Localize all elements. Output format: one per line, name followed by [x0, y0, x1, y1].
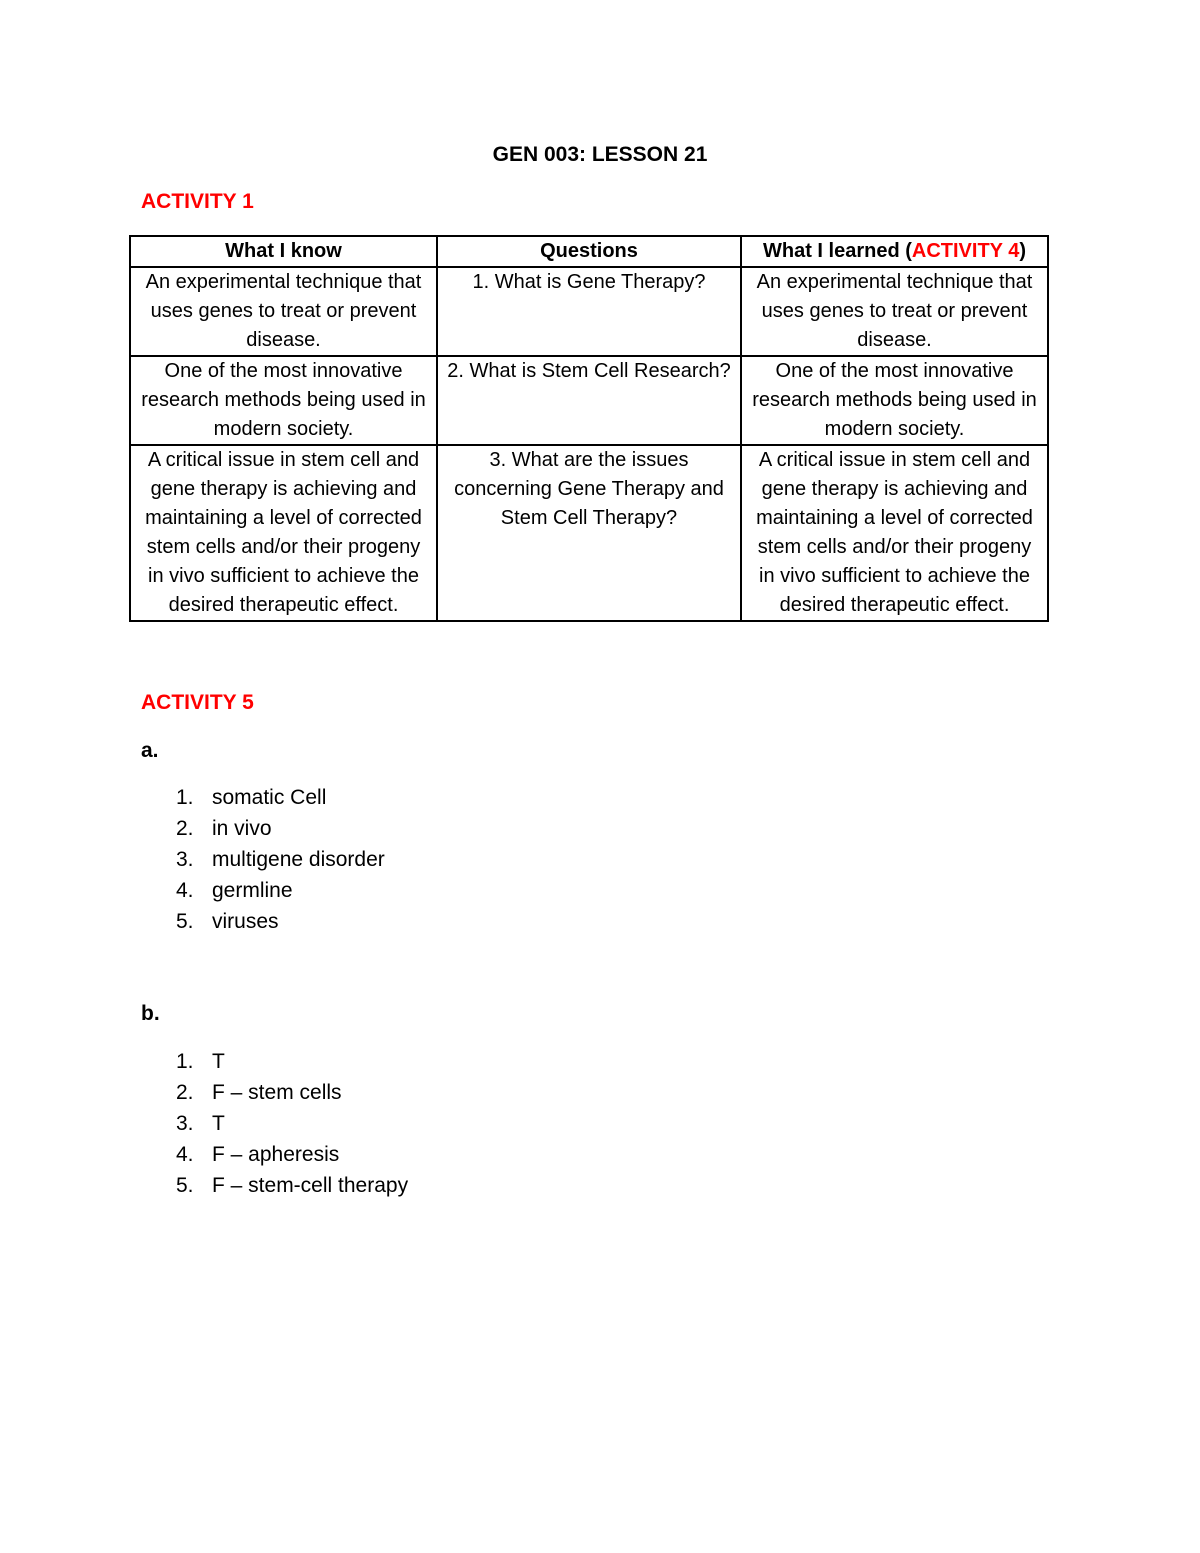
table-row [130, 356, 1048, 445]
cell-learned: An experimental technique that uses genes to treat or prevent disease. [741, 267, 1048, 356]
table-row [130, 267, 1048, 356]
list-item-number: 4. [176, 879, 194, 902]
list-item [176, 875, 385, 906]
list-item-number: 5. [176, 1174, 194, 1197]
list-item-text: F – stem cells [212, 1081, 342, 1104]
list-item [176, 813, 385, 844]
activity-1-heading: ACTIVITY 1 [141, 190, 254, 213]
cell-question: 2. What is Stem Cell Research? [437, 356, 741, 445]
list-item [176, 1170, 408, 1201]
cell-question: 3. What are the issues concerning Gene Therapy and Stem Cell Therapy? [437, 445, 741, 621]
table-header-row [130, 236, 1048, 267]
list-item [176, 1108, 408, 1139]
list-item-text: germline [212, 879, 293, 902]
list-item [176, 1139, 408, 1170]
cell-learned: A critical issue in stem cell and gene therapy is achieving and maintaining a level of corrected stem cells and/or their progeny in vivo sufficient to achieve the desired therapeutic effect. [741, 445, 1048, 621]
list-item-number: 3. [176, 1112, 194, 1135]
list-item [176, 782, 385, 813]
list-item-text: F – apheresis [212, 1143, 340, 1166]
list-item-text: F – stem-cell therapy [212, 1174, 409, 1197]
header-what-i-know: What I know [130, 236, 437, 267]
list-item-number: 3. [176, 848, 194, 871]
header-questions: Questions [437, 236, 741, 267]
list-item [176, 906, 385, 937]
list-item [176, 1077, 408, 1108]
header-what-i-learned [741, 236, 1048, 267]
list-item [176, 1046, 408, 1077]
header-learned-highlight: ACTIVITY 4 [911, 240, 1020, 262]
list-item-text: T [212, 1050, 225, 1073]
list-item-text: in vivo [212, 817, 272, 840]
activity-5-heading: ACTIVITY 5 [141, 691, 254, 714]
list-item-text: viruses [212, 910, 279, 933]
list-item-text: somatic Cell [212, 786, 327, 809]
list-item-text: T [212, 1112, 225, 1135]
cell-know: An experimental technique that uses genes to treat or prevent disease. [130, 267, 437, 356]
list-item-number: 1. [176, 1050, 194, 1073]
list-item-number: 1. [176, 786, 194, 809]
table-row [130, 445, 1048, 621]
list-item-number: 2. [176, 1081, 194, 1104]
list-item [176, 844, 385, 875]
document-title: GEN 003: LESSON 21 [492, 143, 708, 166]
part-a-label: a. [141, 739, 159, 762]
list-item-text: multigene disorder [212, 848, 385, 871]
list-item-number: 5. [176, 910, 194, 933]
cell-know: One of the most innovative research methods being used in modern society. [130, 356, 437, 445]
part-a-list [176, 782, 385, 937]
kwl-table [129, 235, 1049, 622]
cell-question: 1. What is Gene Therapy? [437, 267, 741, 356]
cell-know: A critical issue in stem cell and gene therapy is achieving and maintaining a level of corrected stem cells and/or their progeny in vivo sufficient to achieve the desired therapeutic effect. [130, 445, 437, 621]
list-item-number: 2. [176, 817, 194, 840]
cell-learned: One of the most innovative research methods being used in modern society. [741, 356, 1048, 445]
list-item-number: 4. [176, 1143, 194, 1166]
header-learned-prefix: What I learned ( [762, 240, 912, 262]
part-b-list [176, 1046, 408, 1201]
header-learned-suffix: ) [1019, 240, 1026, 262]
part-b-label: b. [141, 1002, 160, 1025]
